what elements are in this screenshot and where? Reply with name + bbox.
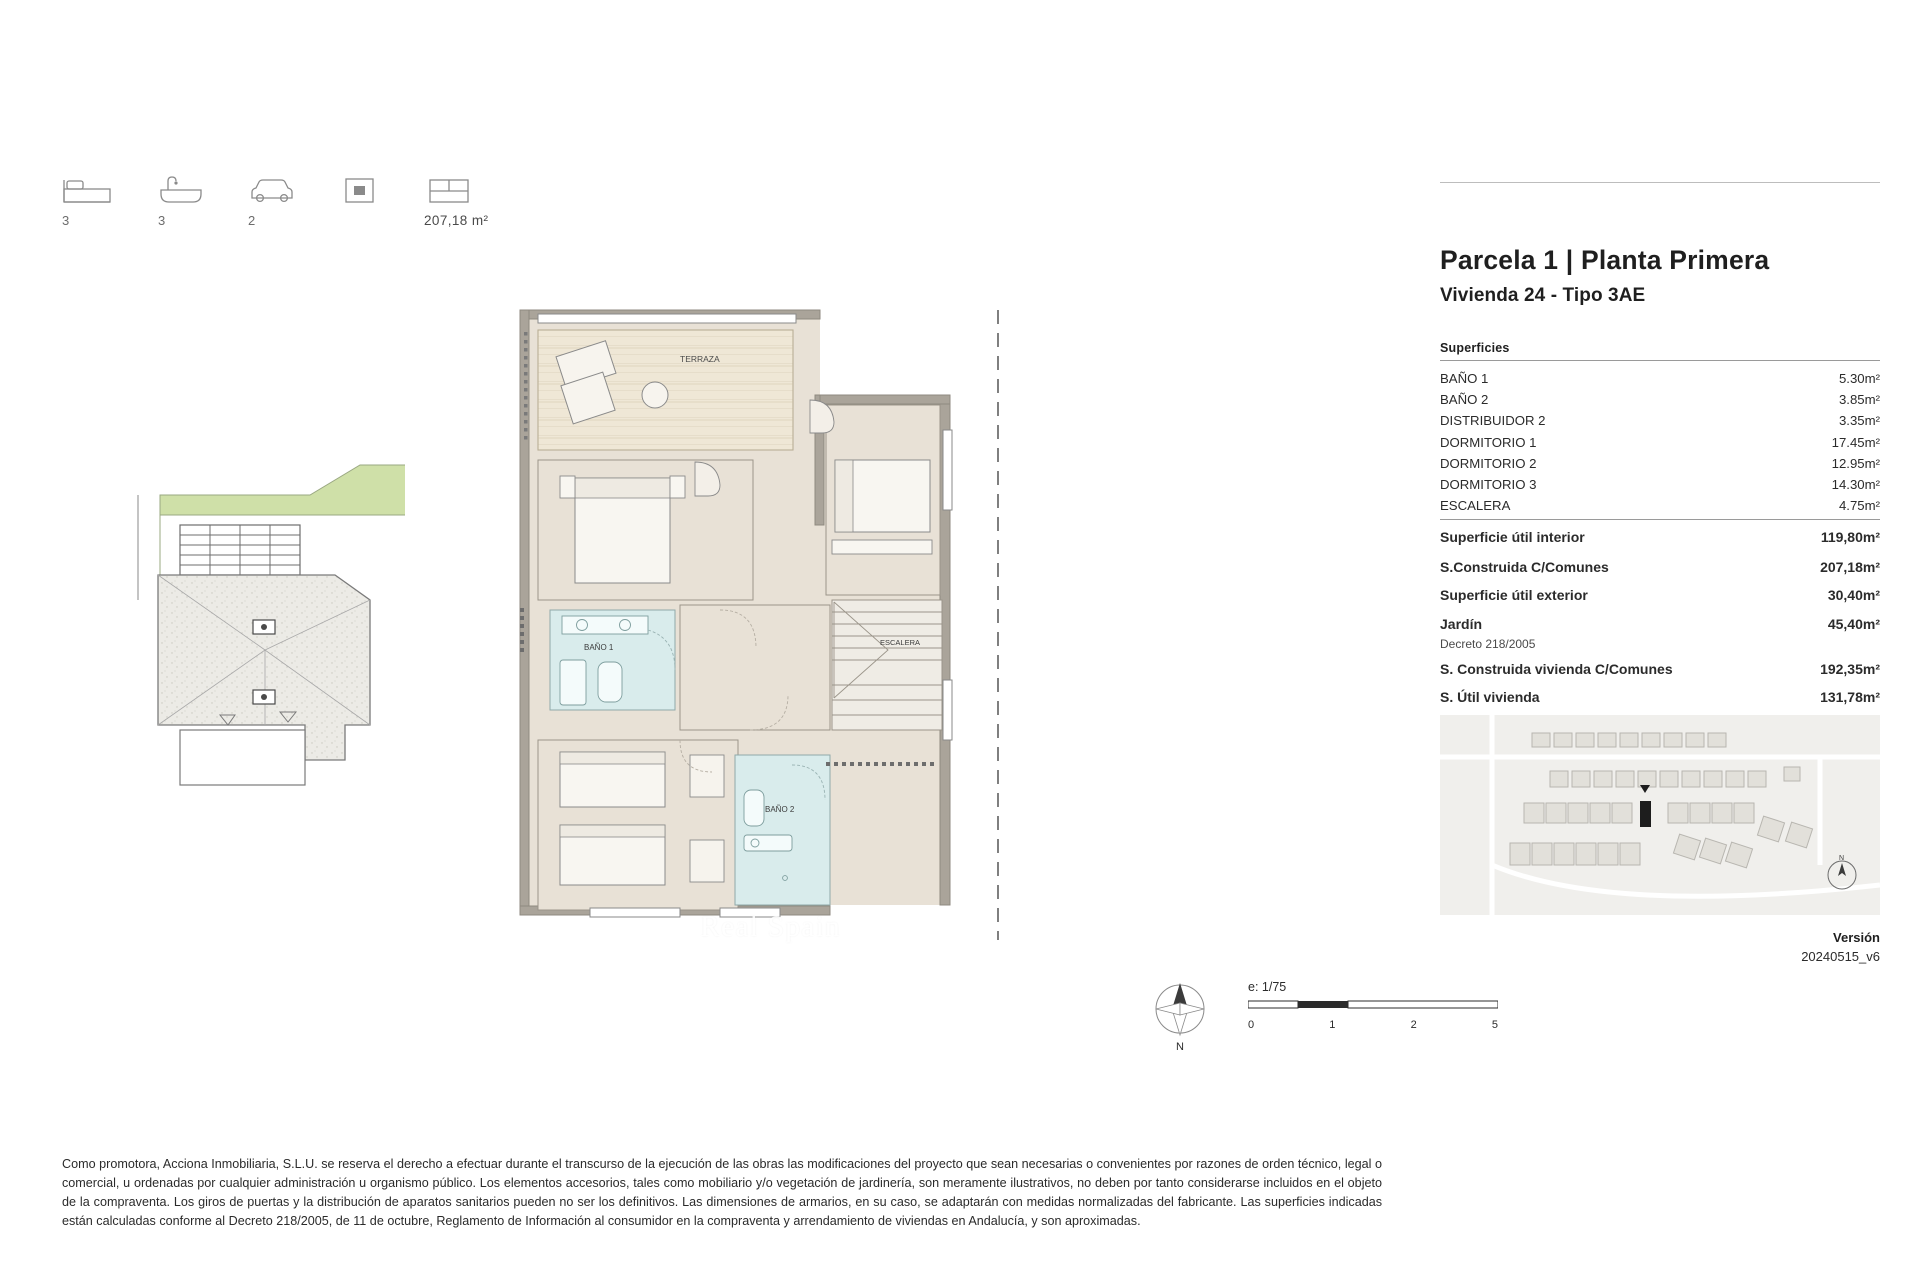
terrace-label: TERRAZA [680,354,720,364]
surface-label: DORMITORIO 2 [1440,455,1537,471]
exterior-value: 30,40m² [1827,587,1880,604]
surface-value: 3.85m² [1838,392,1880,408]
car-icon [248,160,296,206]
total-interior-label: Superficie útil interior [1440,529,1585,546]
bath-icon [158,160,204,206]
surfaces-divider [1440,360,1880,361]
surface-label: DISTRIBUIDOR 2 [1440,413,1546,429]
decree-text: Decreto 218/2005 [1440,636,1536,651]
floor-plan-drawing [120,300,1400,1090]
surface-value: 12.95m² [1831,455,1880,471]
surface-label: DORMITORIO 3 [1440,477,1537,493]
floor-plan-svg [120,300,1400,1090]
built-common-row [1440,548,1880,578]
bano-2-label: BAÑO 2 [765,805,795,814]
surface-value: 14.30m² [1831,477,1880,493]
page-title: Parcela 1 | Planta Primera [1440,245,1770,275]
surface-label: BAÑO 1 [1440,371,1489,387]
bed-icon [62,160,114,206]
useful-home-value: 131,78m² [1820,688,1880,705]
feature-bathrooms [158,160,204,228]
version-block [1801,930,1880,964]
garden-label: Jardín [1440,615,1483,632]
feature-parking-value: 2 [248,213,256,228]
exterior-label: Superficie útil exterior [1440,587,1588,604]
info-panel [1440,0,1880,1280]
context-site-plan [138,465,405,785]
room-escalera [832,600,942,730]
surfaces-heading: Superficies [1440,341,1510,355]
site-key-map [1440,715,1880,915]
table-row [1440,474,1880,495]
top-divider [1440,182,1880,183]
table-row [1440,495,1880,520]
surface-value: 5.30m² [1838,371,1880,387]
surface-value: 4.75m² [1790,495,1880,520]
useful-home-label: S. Útil vivienda [1440,688,1540,705]
apartment-plan [520,310,998,940]
room-bano-1 [550,610,675,710]
storage-icon [340,160,380,206]
surface-value: 3.35m² [1838,413,1880,429]
table-row [1440,389,1880,410]
scale-bar [1248,980,1498,1031]
feature-bedrooms [62,160,114,228]
escalera-label: ESCALERA [880,638,921,647]
legal-disclaimer: Como promotora, Acciona Inmobiliaria, S.L.U. se reserva el derecho a efectuar durante el transcurso de la ejecución de las obras las modificaciones del proyecto que sean necesarias o convenientes por razones de orden técnico, legal o comercial, u ordenadas por cualquier administración u organismo público. Los elementos accesorios, tales como mobiliario y/o vegetación de jardinería, son meramente ilustrativos, no deben por tanto considerarse incluidos en el objeto de la compraventa. Los giros de puertas y la distribución de aparatos sanitarios pueden no ser los definitivos. Las dimensiones de armarios, en su caso, se adaptarán con medidas normalizadas del fabricante. Las superficies indicadas están calculadas conforme al Decreto 218/2005, de 11 de octubre, Reglamento de Información al consumidor en la compraventa y arrendamiento de viviendas en Andalucía, y son aproximadas. [62,1157,1382,1229]
compass-rose [1145,975,1215,1053]
scale-bar-graphic [1248,999,1498,1011]
room-dormitorio-3 [810,400,940,595]
version-title: Versión [1833,930,1880,945]
exterior-row [1440,578,1880,606]
table-row [1440,410,1880,431]
watermark: Real Spain [700,910,841,943]
table-row [1440,432,1880,453]
scale-tick-3: 5 [1491,1019,1498,1031]
property-features-strip [62,160,488,228]
decree-row [1440,635,1880,652]
built-home-common-value: 192,35m² [1820,660,1880,677]
feature-storage [340,160,380,213]
built-home-common-label: S. Construida vivienda C/Comunes [1440,660,1673,677]
scale-tick-1: 1 [1329,1019,1336,1031]
scale-label: e: 1/75 [1248,980,1287,994]
scale-tick-0: 0 [1248,1019,1255,1031]
page-subtitle: Vivienda 24 - Tipo 3AE [1440,285,1646,306]
built-common-label: S.Construida C/Comunes [1440,559,1609,576]
feature-parking [248,160,296,228]
scale-tick-2: 2 [1410,1019,1417,1031]
room-dormitorio-1 [538,460,753,600]
feature-bathrooms-value: 3 [158,213,166,228]
feature-bedrooms-value: 3 [62,213,70,228]
svg-text:N: N [1839,855,1845,862]
table-row [1440,453,1880,474]
compass-north-label: N [1176,1041,1184,1053]
surface-label: ESCALERA [1440,495,1790,520]
surface-label: BAÑO 2 [1440,392,1489,408]
version-number: 20240515_v6 [1801,949,1880,964]
feature-area [424,160,488,228]
table-row [1440,368,1880,389]
feature-area-value: 207,18 m² [424,213,489,228]
room-dormitorio-2 [538,740,738,910]
surfaces-table [1440,368,1880,708]
garden-value: 45,40m² [1827,615,1880,632]
useful-home-row [1440,680,1880,708]
unit-highlight [1640,801,1651,827]
bano-1-label: BAÑO 1 [584,643,614,652]
room-distribuidor [680,605,830,730]
area-icon [424,160,476,206]
built-common-value: 207,18m² [1820,559,1880,576]
garden-row [1440,607,1880,635]
total-interior-row [1440,520,1880,549]
total-interior-value: 119,80m² [1820,529,1880,546]
surface-value: 17.45m² [1831,434,1880,450]
surface-label: DORMITORIO 1 [1440,434,1537,450]
built-home-common-row [1440,652,1880,680]
room-bano-2 [735,755,830,905]
